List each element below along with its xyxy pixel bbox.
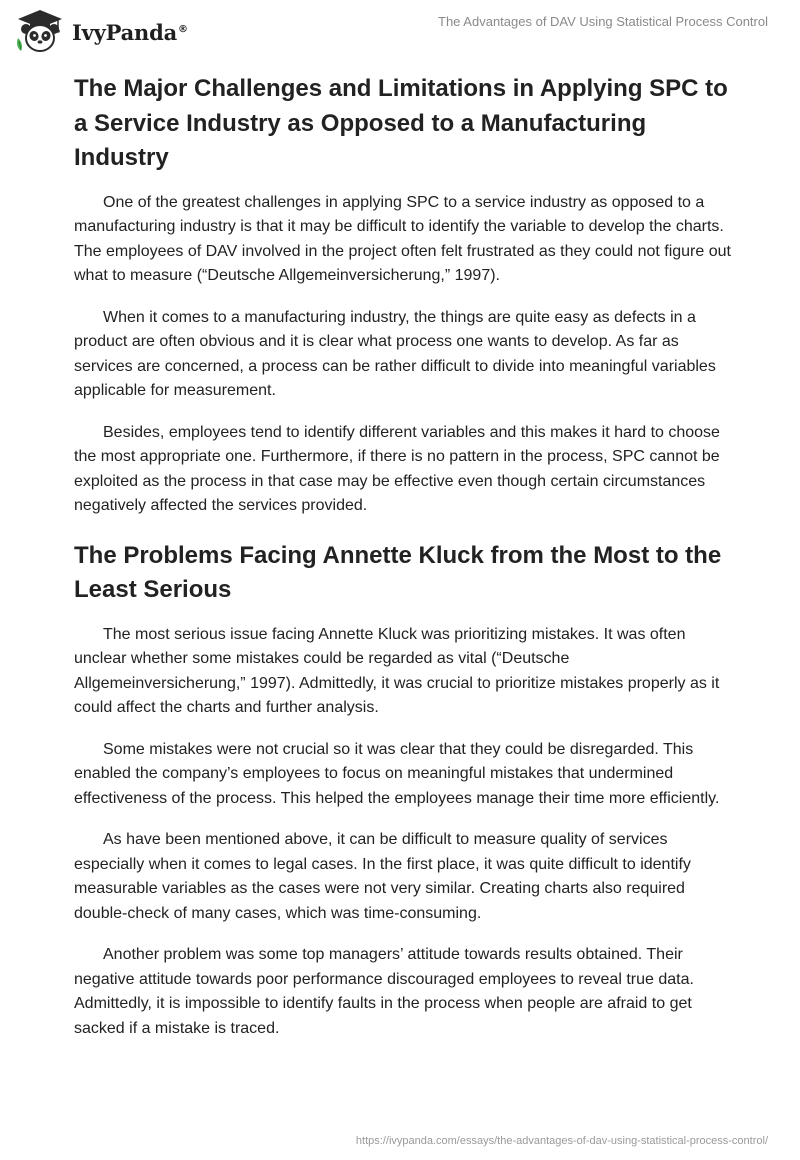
paragraph: One of the greatest challenges in applying SPC to a service industry as opposed to a manufacturing industry is that it may be difficult to identify the variable to develop the charts. The employees of DAV involved in the project often felt frustrated as they could not figure out what to measure (“Deutsche Allgemeinversicherung,” 1997).: [74, 193, 731, 284]
panda-graduate-icon: [14, 8, 66, 54]
registered-mark: ®: [178, 23, 188, 35]
ivypanda-logo[interactable]: [14, 8, 188, 54]
essay-body: [74, 72, 734, 1058]
document-title: The Advantages of DAV Using Statistical Process Control: [438, 14, 768, 29]
paragraph: Some mistakes were not crucial so it was clear that they could be disregarded. This enabled the company’s employees to focus on meaningful mistakes that undermined effectiveness of the process. This helped the employees manage their time more efficiently.: [74, 740, 720, 807]
paragraph: Another problem was some top managers’ attitude towards results obtained. Their negative attitude towards poor performance discouraged employees to reveal true data. Admittedly, it is impossible to identify faults in the process when people are afraid to get sacked if a mistake is traced.: [74, 946, 694, 1037]
paragraph: Besides, employees tend to identify different variables and this makes it hard to choose the most appropriate one. Furthermore, if there is no pattern in the process, SPC cannot be exploited as the process in that case may be effective even though certain circumstances negatively affected the services provided.: [74, 423, 720, 514]
section-heading: The Problems Facing Annette Kluck from the Most to the Least Serious: [74, 541, 722, 603]
section-heading: The Major Challenges and Limitations in Applying SPC to a Service Industry as Opposed to a Manufacturing Industry: [74, 75, 728, 171]
source-url[interactable]: https://ivypanda.com/essays/the-advantages-of-dav-using-statistical-process-control/: [355, 1135, 768, 1147]
page-header: [0, 0, 800, 64]
logo-text: IvyPanda®: [72, 19, 188, 45]
paragraph: When it comes to a manufacturing industry, the things are quite easy as defects in a product are often obvious and it is clear what process one wants to develop. As far as services are concerned, a process can be rather difficult to divide into meaningful variables applicable for measurement.: [74, 308, 716, 399]
paragraph: As have been mentioned above, it can be difficult to measure quality of services especially when it comes to legal cases. In the first place, it was quite difficult to identify measurable variables as the cases were not very similar. Creating charts also required double-check of many cases, which was time-consuming.: [74, 831, 691, 922]
paragraph: The most serious issue facing Annette Kluck was prioritizing mistakes. It was often unclear whether some mistakes could be regarded as vital (“Deutsche Allgemeinversicherung,” 1997). Admittedly, it was crucial to prioritize mistakes properly as it could affect the charts and further analysis.: [74, 625, 720, 716]
